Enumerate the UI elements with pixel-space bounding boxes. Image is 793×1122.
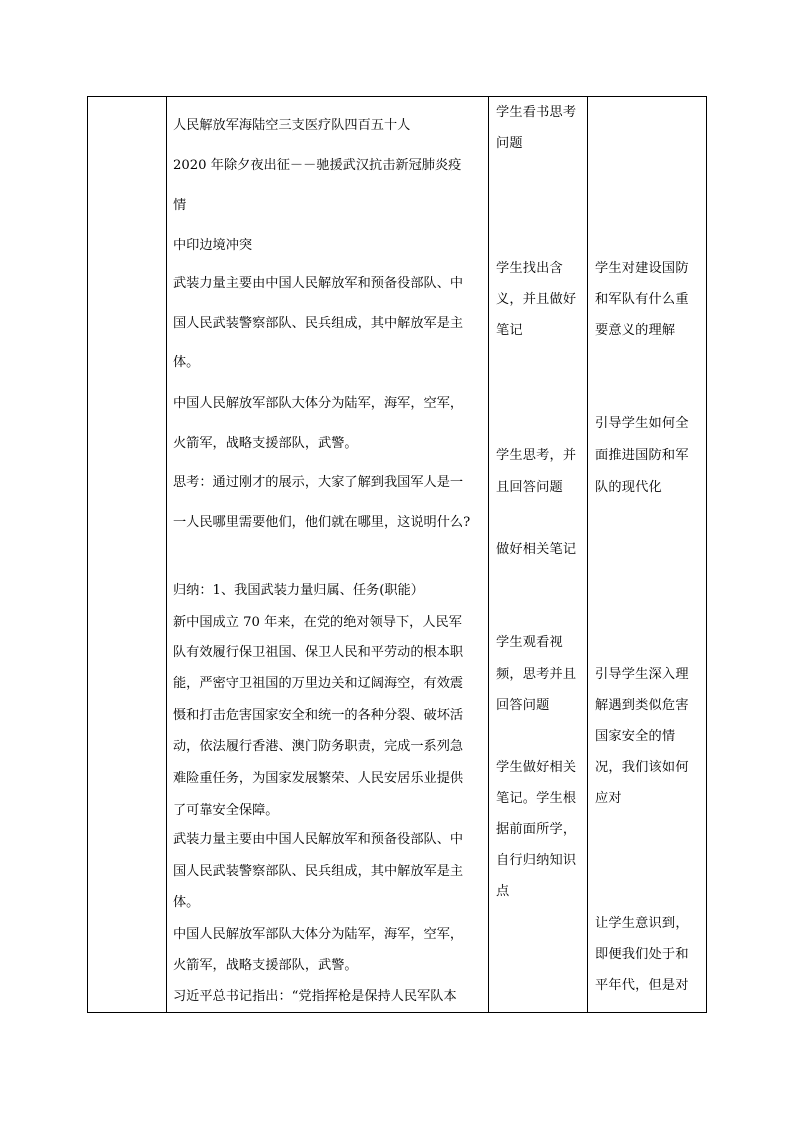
content-line: 中印边境冲突 bbox=[173, 238, 253, 253]
intent-line: 况，我们该如何 bbox=[595, 760, 689, 775]
content-line: 动，依法履行香港、澳门防务职责，完成一系列急 bbox=[173, 739, 464, 754]
student-line: 学生找出含 bbox=[496, 261, 563, 276]
intent-line: 队的现代化 bbox=[595, 480, 662, 495]
student-line: 笔记 bbox=[496, 323, 523, 338]
content-line: 一人民哪里需要他们，他们就在哪里，这说明什么? bbox=[173, 515, 471, 530]
student-line: 笔记。学生根 bbox=[496, 791, 577, 806]
design-intent-column bbox=[588, 96, 706, 1013]
intent-line: 面推进国防和军 bbox=[595, 448, 689, 463]
content-line: 武装力量主要由中国人民解放军和预备役部队、中 bbox=[173, 832, 464, 847]
student-line: 自行归纳知识 bbox=[496, 853, 577, 868]
content-line: 思考：通过刚才的展示，大家了解到我国军人是一 bbox=[173, 475, 464, 490]
student-line: 做好相关笔记 bbox=[496, 542, 577, 557]
student-line: 点 bbox=[496, 884, 510, 899]
intent-line: 国家安全的情 bbox=[595, 729, 676, 744]
content-line: 国人民武装警察部队、民兵组成，其中解放军是主 bbox=[173, 316, 464, 331]
intent-line: 要意义的理解 bbox=[595, 323, 676, 338]
content-line: 体。 bbox=[173, 895, 200, 910]
student-line: 频，思考并且 bbox=[496, 667, 577, 682]
intent-line: 引导学生如何全 bbox=[595, 416, 689, 431]
student-line: 问题 bbox=[496, 136, 523, 151]
content-line: 新中国成立 70 年来，在党的绝对领导下，人民军 bbox=[173, 615, 462, 630]
student-line: 学生看书思考 bbox=[496, 105, 577, 120]
intent-line: 和军队有什么重 bbox=[595, 292, 689, 307]
content-line: 武装力量主要由中国人民解放军和预备役部队、中 bbox=[173, 276, 464, 291]
intent-line: 解遇到类似危害 bbox=[595, 698, 689, 713]
content-line: 情 bbox=[173, 198, 187, 213]
content-line: 慑和打击危害国家安全和统一的各种分裂、破坏活 bbox=[173, 708, 464, 723]
intent-line: 即便我们处于和 bbox=[595, 947, 689, 962]
student-line: 据前面所学， bbox=[496, 822, 577, 837]
content-line: 能，严密守卫祖国的万里边关和辽阔海空，有效震 bbox=[173, 676, 464, 691]
student-line: 义，并且做好 bbox=[496, 292, 577, 307]
content-line: 中国人民解放军部队大体分为陆军，海军，空军， bbox=[173, 927, 464, 942]
intent-line: 学生对建设国防 bbox=[595, 261, 689, 276]
intent-line: 让学生意识到， bbox=[595, 916, 689, 931]
content-line: 难险重任务，为国家发展繁荣、人民安居乐业提供 bbox=[173, 771, 464, 786]
content-line: 2020 年除夕夜出征－－驰援武汉抗击新冠肺炎疫 bbox=[173, 158, 462, 173]
content-line: 国人民武装警察部队、民兵组成，其中解放军是主 bbox=[173, 864, 464, 879]
student-line: 学生思考，并 bbox=[496, 448, 577, 463]
content-line: 火箭军，战略支援部队，武警。 bbox=[173, 436, 358, 451]
student-line: 回答问题 bbox=[496, 698, 550, 713]
content-line: 归纳：1、我国武装力量归属、任务(职能） bbox=[173, 583, 424, 598]
content-line: 体。 bbox=[173, 355, 200, 370]
student-line: 学生观看视 bbox=[496, 635, 563, 650]
content-line: 人民解放军海陆空三支医疗队四百五十人 bbox=[173, 118, 411, 133]
content-line: 中国人民解放军部队大体分为陆军，海军，空军， bbox=[173, 396, 464, 411]
intent-line: 平年代，但是对 bbox=[595, 978, 689, 993]
student-line: 且回答问题 bbox=[496, 480, 563, 495]
content-line: 习近平总书记指出：“党指挥枪是保持人民军队本 bbox=[173, 989, 457, 1004]
student-line: 学生做好相关 bbox=[496, 760, 577, 775]
intent-line: 引导学生深入理 bbox=[595, 667, 689, 682]
content-line: 队有效履行保卫祖国、保卫人民和平劳动的根本职 bbox=[173, 645, 464, 660]
intent-line: 应对 bbox=[595, 791, 622, 806]
student-activity-column bbox=[489, 96, 587, 1013]
content-line: 了可靠安全保障。 bbox=[173, 803, 279, 818]
content-line: 火箭军，战略支援部队，武警。 bbox=[173, 958, 358, 973]
content-column bbox=[167, 96, 488, 1013]
empty-first-column bbox=[88, 96, 166, 1013]
